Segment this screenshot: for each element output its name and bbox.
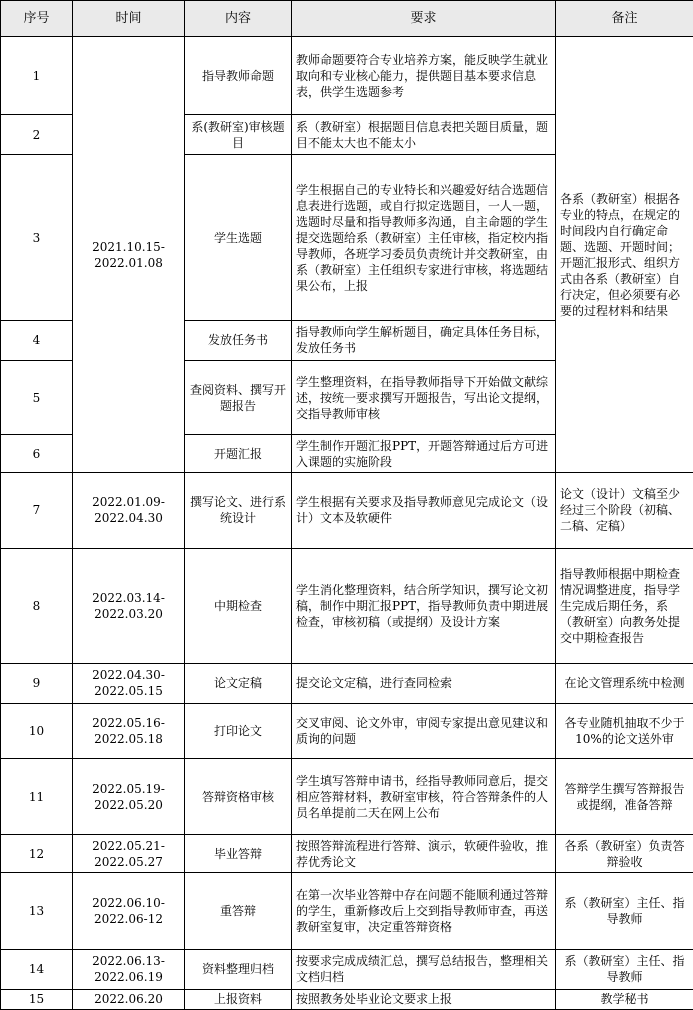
- row-no: 11: [1, 759, 73, 835]
- row-no: 14: [1, 949, 73, 989]
- row-note: 指导教师根据中期检查情况调整进度，指导学生完成后期任务，系（教研室）向教务处提交中期检查报告: [556, 548, 693, 663]
- row-content: 撰写论文、进行系统设计: [185, 473, 292, 548]
- row-time: 2022.06.10-2022.06-12: [73, 873, 185, 949]
- row-no: 13: [1, 873, 73, 949]
- header-content: 内容: [185, 1, 292, 37]
- row-requirement: 学生填写答辩申请书，经指导教师同意后，提交相应答辩材料，教研室审核，符合答辩条件的人员名单提前二天在网上公布: [292, 759, 556, 835]
- table-row: [1, 703, 693, 758]
- row-content: 指导教师命题: [185, 37, 292, 115]
- row-no: 15: [1, 989, 73, 1009]
- row-time: 2021.10.15-2022.01.08: [73, 37, 185, 473]
- row-no: 8: [1, 548, 73, 663]
- row-requirement: 教师命题要符合专业培养方案，能反映学生就业取向和专业核心能力，提供题目基本要求信息表，供学生选题参考: [292, 37, 556, 115]
- table-row: [1, 548, 693, 663]
- row-requirement: 学生根据自己的专业特长和兴趣爱好结合选题信息表进行选题，或自行拟定选题目，一人一题，选题时尽量和指导教师多沟通，自主命题的学生提交选题给系（教研室）主任审核，指定校内指导教师，各班学习委员负责统计并交教研室，由系（教研室）主任组织专家进行审核，将选题结果公布，上报: [292, 155, 556, 321]
- row-requirement: 指导教师向学生解析题目，确定具体任务目标，发放任务书: [292, 320, 556, 360]
- row-content: 发放任务书: [185, 320, 292, 360]
- row-content: 中期检查: [185, 548, 292, 663]
- table-row: [1, 949, 693, 989]
- row-content: 毕业答辩: [185, 835, 292, 873]
- row-requirement: 交叉审阅、论文外审，审阅专家提出意见建议和质询的问题: [292, 703, 556, 758]
- header-row: [1, 1, 693, 37]
- row-note: 答辩学生撰写答辩报告或提纲，准备答辩: [556, 759, 693, 835]
- row-no: 4: [1, 320, 73, 360]
- table-row: [1, 663, 693, 703]
- table-row: [1, 835, 693, 873]
- row-note: 在论文管理系统中检测: [556, 663, 693, 703]
- row-requirement: 学生制作开题汇报PPT，开题答辩通过后方可进入课题的实施阶段: [292, 435, 556, 473]
- row-requirement: 学生根据有关要求及指导教师意见完成论文（设计）文本及软硬件: [292, 473, 556, 548]
- row-requirement: 按照答辩流程进行答辩、演示，软硬件验收，推荐优秀论文: [292, 835, 556, 873]
- header-note: 备注: [556, 1, 693, 37]
- row-no: 3: [1, 155, 73, 321]
- table-row: [1, 37, 693, 115]
- table-row: [1, 873, 693, 949]
- row-note: 各专业随机抽取不少于10%的论文送外审: [556, 703, 693, 758]
- row-content: 学生选题: [185, 155, 292, 321]
- row-requirement: 学生消化整理资料，结合所学知识，撰写论文初稿，制作中期汇报PPT，指导教师负责中期进展检查，审核初稿（或提纲）及设计方案: [292, 548, 556, 663]
- row-time: 2022.06.13-2022.06.19: [73, 949, 185, 989]
- row-content: 查阅资料、撰写开题报告: [185, 360, 292, 434]
- row-time: 2022.05.21-2022.05.27: [73, 835, 185, 873]
- row-note: 各系（教研室）负责答辩验收: [556, 835, 693, 873]
- header-time: 时间: [73, 1, 185, 37]
- row-requirement: 学生整理资料，在指导教师指导下开始做文献综述，按统一要求撰写开题报告，写出论文提纲，交指导教师审核: [292, 360, 556, 434]
- row-content: 上报资料: [185, 989, 292, 1009]
- row-note: 各系（教研室）根据各专业的特点，在规定的时间段内自行确定命题、选题、开题时间；开题汇报形式、组织方式由各系（教研室）自行决定，但必须要有必要的过程材料和结果: [556, 37, 693, 473]
- row-no: 10: [1, 703, 73, 758]
- row-time: 2022.05.19-2022.05.20: [73, 759, 185, 835]
- row-time: 2022.01.09-2022.04.30: [73, 473, 185, 548]
- row-note: 系（教研室）主任、指导教师: [556, 949, 693, 989]
- row-content: 重答辩: [185, 873, 292, 949]
- header-requirement: 要求: [292, 1, 556, 37]
- row-requirement: 按照教务处毕业论文要求上报: [292, 989, 556, 1009]
- row-time: 2022.05.16-2022.05.18: [73, 703, 185, 758]
- row-no: 5: [1, 360, 73, 434]
- row-time: 2022.06.20: [73, 989, 185, 1009]
- row-no: 12: [1, 835, 73, 873]
- row-note: 系（教研室）主任、指导教师: [556, 873, 693, 949]
- row-no: 1: [1, 37, 73, 115]
- row-requirement: 提交论文定稿，进行查同检索: [292, 663, 556, 703]
- row-no: 2: [1, 115, 73, 155]
- row-content: 开题汇报: [185, 435, 292, 473]
- row-note: 论文（设计）文稿至少经过三个阶段（初稿、二稿、定稿）: [556, 473, 693, 548]
- table-row: [1, 989, 693, 1009]
- row-no: 9: [1, 663, 73, 703]
- row-requirement: 按要求完成成绩汇总，撰写总结报告，整理相关文档归档: [292, 949, 556, 989]
- header-seq: 序号: [1, 1, 73, 37]
- row-content: 论文定稿: [185, 663, 292, 703]
- row-content: 打印论文: [185, 703, 292, 758]
- row-no: 6: [1, 435, 73, 473]
- table-row: [1, 759, 693, 835]
- row-no: 7: [1, 473, 73, 548]
- row-requirement: 在第一次毕业答辩中存在问题不能顺利通过答辩的学生，重新修改后上交到指导教师审查，再送教研室复审，决定重答辩资格: [292, 873, 556, 949]
- table-row: [1, 473, 693, 548]
- row-requirement: 系（教研室）根据题目信息表把关题目质量，题目不能太大也不能太小: [292, 115, 556, 155]
- row-content: 资料整理归档: [185, 949, 292, 989]
- row-note: 教学秘书: [556, 989, 693, 1009]
- row-time: 2022.04.30-2022.05.15: [73, 663, 185, 703]
- row-content: 系(教研室)审核题目: [185, 115, 292, 155]
- row-content: 答辩资格审核: [185, 759, 292, 835]
- row-time: 2022.03.14-2022.03.20: [73, 548, 185, 663]
